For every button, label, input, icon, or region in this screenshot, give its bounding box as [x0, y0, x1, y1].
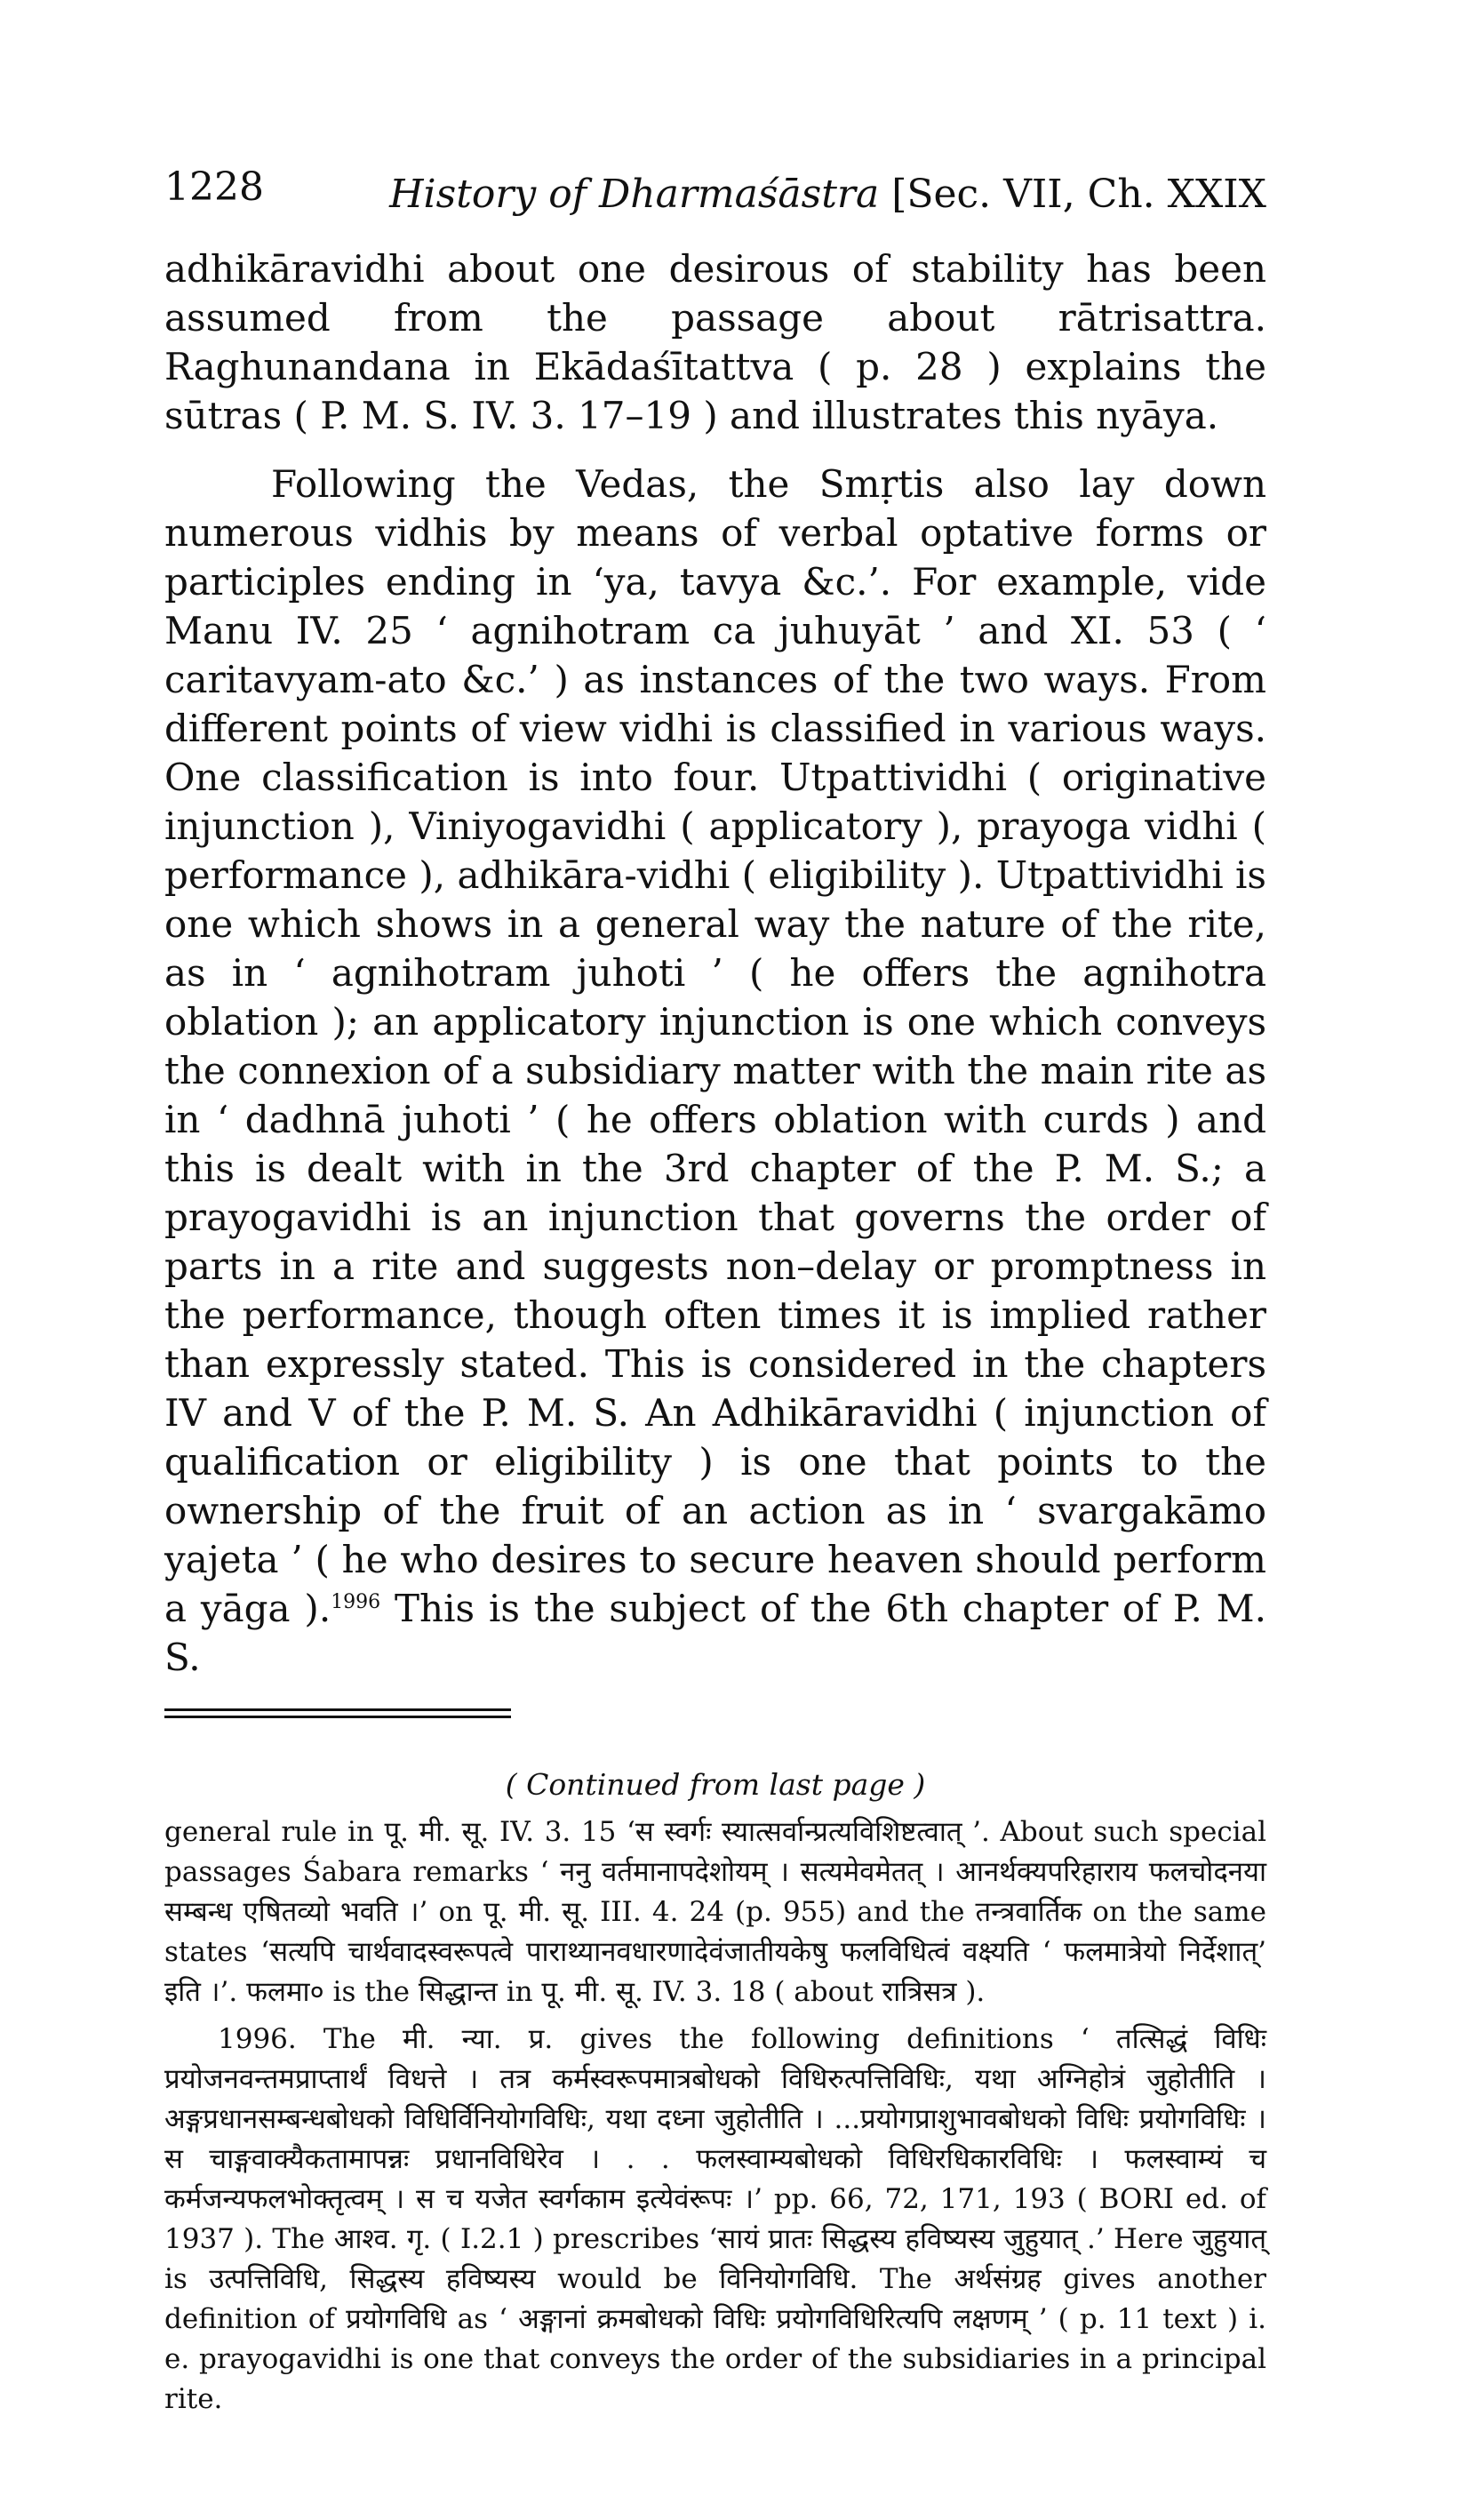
continued-note: ( Continued from last page )	[505, 1767, 926, 1802]
paragraph-1: adhikāravidhi about one desirous of stability has been assumed from the passage about rātrisattra. Raghunandana in Ekādaśītattva ( p. 28 ) explains the sūtras ( P. M. S. IV. 3. 17–19 ) and illustrates this nyāya.	[164, 247, 1266, 437]
footnote-continued-text: general rule in पू. मी. सू. IV. 3. 15 ‘स स्वर्गः स्यात्सर्वान्प्रत्यविशिष्टत्वात् ’. About such special passages Śabara remarks ‘ ननु वर्तमानापदेशोयम् । सत्यमेवमेतत् । आनर्थक्यपरिहाराय फलचोदनया सम्बन्ध एषितव्यो भवति ।’ on पू. मी. सू. III. 4. 24 (p. 955) and the तन्त्रवार्तिक on the same states ‘सत्यपि चार्थवादस्वरूपत्वे पाराथ्यानवधारणादेवंजातीयकेषु फलविधित्वं वक्ष्यति ‘ फलमात्रेयो निर्देशात्’ इति ।’. फलमा० is the सिद्धान्त in पू. मी. सू. IV. 3. 18 ( about रात्रिसत्र ).	[164, 1816, 1266, 2008]
running-title-book: History of Dharmaśāstra	[389, 172, 880, 217]
page-number: 1228	[164, 164, 264, 210]
paragraph-2-text: Following the Vedas, the Smṛtis also lay down numerous vidhis by means of verbal optative forms or participles ending in ‘ya, tavya &c.’. For example, vide Manu IV. 25 ‘ agnihotram ca juhuyāt ’ and XI. 53 ( ‘ caritavyam-ato &c.’ ) as instances of the two ways. From different points of view vidhi is classified in various ways. One classification is into four. Utpattividhi ( originative injunction ), Viniyogavidhi ( applicatory ), prayoga vidhi ( performance ), adhikāra-vidhi ( eligibility ). Utpattividhi is one which shows in a general way the nature of the rite, as in ‘ agnihotram juhoti ’ ( he offers the agnihotra oblation ); an applicatory injunction is one which conveys the connexion of a subsidiary matter with the main rite as in ‘ dadhnā juhoti ’ ( he offers oblation with curds ) and this is dealt with in the 3rd chapter of the P. M. S.; a prayogavidhi is an injunction that governs the order of parts in a rite and suggests non–delay or promptness in the performance, though often times it is implied rather than expressly stated. This is considered in the chapters IV and V of the P. M. S. An Adhikāravidhi ( injunction of qualification or eligibility ) is one that points to the ownership of the fruit of an action as in ‘ svargakāmo yajeta ’ ( he who desires to secure heaven should perform a yāga ).	[164, 462, 1266, 1630]
footnotes	[164, 1767, 1266, 2420]
footnote-ref-1996[interactable]: 1996	[331, 1591, 381, 1613]
paragraph-2	[164, 460, 1266, 1682]
document-page	[164, 164, 1266, 2427]
paragraph-2-tail: This is the subject of the 6th chapter of P. M. S.	[164, 1587, 1267, 1679]
running-title-section: [Sec. VII, Ch. XXIX	[891, 172, 1266, 217]
running-title	[389, 172, 1266, 217]
footnote-separator	[164, 1708, 511, 1718]
footnote-1996: 1996. The मी. न्या. प्र. gives the following definitions ‘ तत्सिद्धं विधिः प्रयोजनवन्तमप्राप्तार्थं विधत्ते । तत्र कर्मस्वरूपमात्रबोधको विधिरुत्पत्तिविधिः, यथा अग्निहोत्रं जुहोतीति । अङ्गप्रधानसम्बन्धबोधको विधिर्विनियोगविधिः, यथा दध्ना जुहोतीति । ...प्रयोगप्राशुभावबोधको विधिः प्रयोगविधिः । स चाङ्गवाक्यैकतामापन्नः प्रधानविधिरेव । . . फलस्वाम्यबोधको विधिरधिकारविधिः । फलस्वाम्यं च कर्मजन्यफलभोक्तृत्वम् । स च यजेत स्वर्गकाम इत्येवंरूपः ।’ pp. 66, 72, 171, 193 ( BORI ed. of 1937 ). The आश्व. गृ. ( I.2.1 ) prescribes ‘सायं प्रातः सिद्धस्य हविष्यस्य जुहुयात् .’ Here जुहुयात् is उत्पत्तिविधि, सिद्धस्य हविष्यस्य would be विनियोगविधि. The अर्थसंग्रह gives another definition of प्रयोगविधि as ‘ अङ्गानां क्रमबोधको विधिः प्रयोगविधिरित्यपि लक्षणम् ’ ( p. 11 text ) i. e. prayogavidhi is one that conveys the order of the subsidiaries in a principal rite.	[164, 2023, 1266, 2415]
page-header	[164, 164, 1266, 244]
body-text	[164, 244, 1266, 1682]
